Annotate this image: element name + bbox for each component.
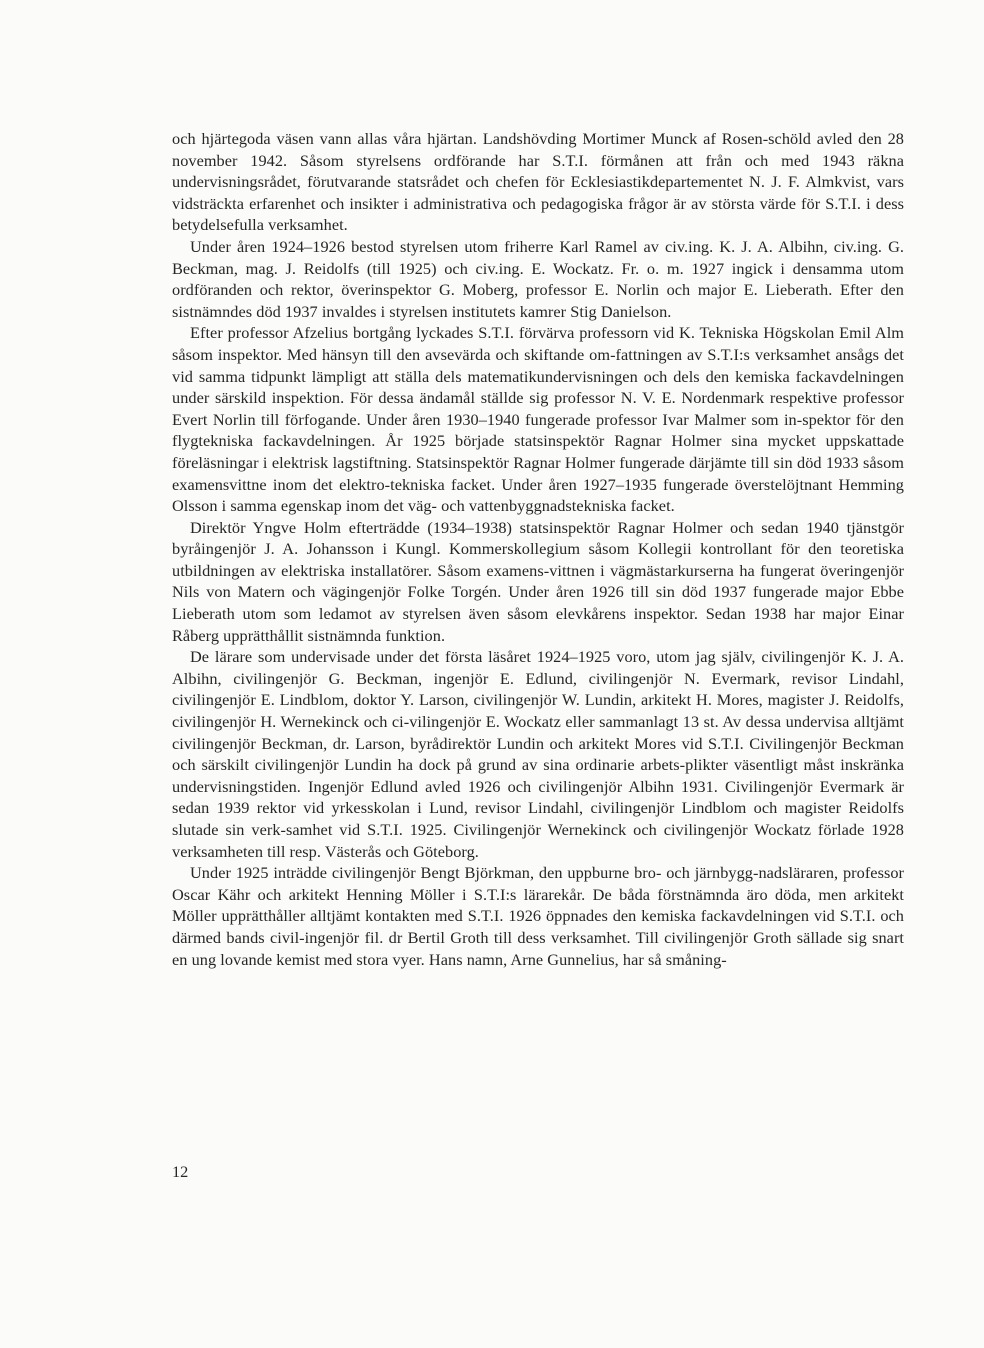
paragraph-5: De lärare som undervisade under det första läsåret 1924–1925 voro, utom jag själv, civilingenjör K. J. A. Albihn, civilingenjör G. Beckman, ingenjör E. Edlund, civilingenjör N. Evermark, revisor Lindahl, civilingenjör E. Lindblom, doktor Y. Larson, civilingenjör W. Lundin, arkitekt H. Mores, magister J. Reidolfs, civilingenjör H. Wernekinck och ci-vilingenjör E. Wockatz eller sammanlagt 13 st. Av dessa undervisa alltjämt civilingenjör Beckman, dr. Larson, byrådirektör Lundin och arkitekt Mores vid S.T.I. Civilingenjör Beckman och särskilt civilingenjör Lundin ha dock på grund av sina ordinarie arbets-plikter väsentligt måst inskränka undervisningstiden. Ingenjör Edlund avled 1926 och civilingenjör Albihn 1931. Civilingenjör Evermark är sedan 1939 rektor vid yrkesskolan i Lund, revisor Lindahl, civilingenjör Lindblom och magister Reidolfs slutade sin verk-samhet vid S.T.I. 1925. Civilingenjör Wernekinck och civilingenjör Wockatz förlade 1928 verksamheten till resp. Västerås och Göteborg. <box>172 647 904 861</box>
page-number: 12 <box>172 1162 189 1181</box>
paragraph-3: Efter professor Afzelius bortgång lyckades S.T.I. förvärva professorn vid K. Tekniska Högskolan Emil Alm såsom inspektor. Med hänsyn till den avsevärda och skiftande om-fattningen av S.T.I:s verksamhet ansågs det vid samma tidpunkt lämpligt att ställa dels matematikundervisningen och dels den kemiska fackavdelningen under särskild inspektion. För dessa ändamål ställde sig professor N. V. E. Nordenmark respektive professor Evert Norlin till förfogande. Under åren 1930–1940 fungerade professor Ivar Malmer som in-spektor för den flygtekniska fackavdelningen. År 1925 började statsinspektör Ragnar Holmer sina mycket uppskattade föreläsningar i elektrisk lagstiftning. Statsinspektör Ragnar Holmer fungerade därjämte till sin död 1933 såsom examensvittne inom det elektro-tekniska facket. Under åren 1927–1935 fungerade överstelöjtnant Hemming Olsson i samma egenskap inom det väg- och vattenbyggnadstekniska facket. <box>172 323 904 516</box>
paragraph-1: och hjärtegoda väsen vann allas våra hjärtan. Landshövding Mortimer Munck af Rosen-schöld avled den 28 november 1942. Såsom styrelsens ordförande har S.T.I. förmånen att från och med 1943 räkna undervisningsrådet, förutvarande statsrådet och chefen för Ecklesiastikdepartementet N. J. F. Almkvist, vars vidsträckta erfarenhet och insikter i administrativa och pedagogiska frågor är av största värde för S.T.I. i dess betydelsefulla verksamhet. <box>172 129 904 235</box>
paragraph-2: Under åren 1924–1926 bestod styrelsen utom friherre Karl Ramel av civ.ing. K. J. A. Albihn, civ.ing. G. Beckman, mag. J. Reidolfs (till 1925) och civ.ing. E. Wockatz. Fr. o. m. 1927 ingick i densamma utom ordföranden och rektor, överinspektor G. Moberg, professor E. Norlin och major E. Lieberath. Efter den sistnämndes död 1937 invaldes i styrelsen institutets kamrer Stig Danielson. <box>172 236 904 321</box>
paragraph-4: Direktör Yngve Holm efterträdde (1934–1938) statsinspektör Ragnar Holmer och sedan 1940 tjänstgör byråingenjör J. A. Johansson i Kungl. Kommerskollegium såsom Kollegii kontrollant för den teoretiska utbildningen av elektriska installatörer. Såsom examens-vittnen i vägmästarkurserna ha fungerat överingenjör Nils von Matern och vägingenjör Folke Torgén. Under åren 1926 till sin död 1937 fungerade major Ebbe Lieberath utom som ledamot av styrelsen även såsom elevkårens inspektor. Sedan 1938 har major Einar Råberg upprätthållit sistnämnda funktion. <box>172 517 904 645</box>
body-text <box>172 128 904 970</box>
paragraph-6: Under 1925 inträdde civilingenjör Bengt Björkman, den uppburne bro- och järnbygg-nadsläraren, professor Oscar Kähr och arkitekt Henning Möller i S.T.I:s lärarekår. De båda förstnämnda äro döda, men arkitekt Möller upprätthåller alltjämt kontakten med S.T.I. 1926 öppnades den kemiska fackavdelningen vid S.T.I. och därmed bands civil-ingenjör fil. dr Bertil Groth till dess verksamhet. Till civilingenjör Groth sällade sig snart en ung lovande kemist med stora vyer. Hans namn, Arne Gunnelius, har så småning- <box>172 863 904 969</box>
